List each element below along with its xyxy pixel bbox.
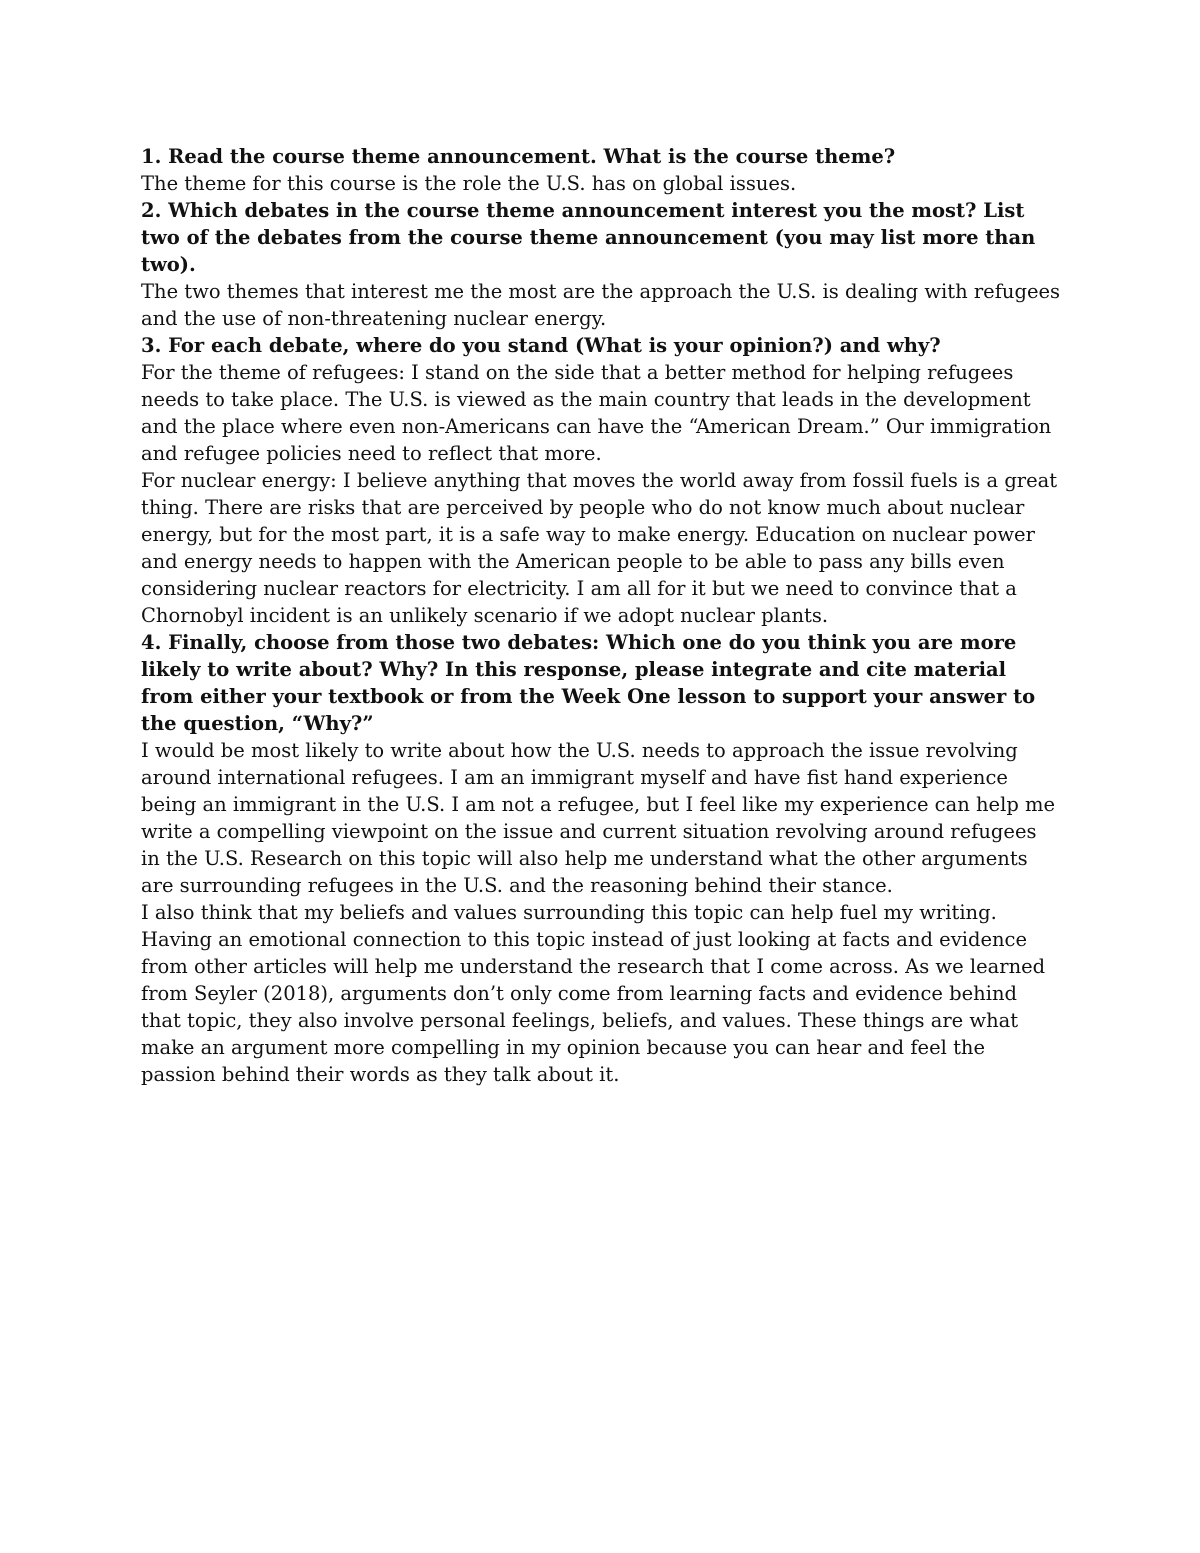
answer-4-paragraph-1: I would be most likely to write about how the U.S. needs to approach the issue revolving around international refugees. I am an immigrant myself and have fist hand experience being an immigrant in the U.S. I am not a refugee, but I feel like my experience can help me write a compelling viewpoint on the issue and current situation revolving around refugees in the U.S. Research on this topic will also help me understand what the other arguments are surrounding refugees in the U.S. and the reasoning behind their stance. (141, 739, 1056, 897)
question-4: 4. Finally, choose from those two debates: Which one do you think you are more likely to write about? Why? In this response, please integrate and cite material from either your textbook or from the Week One lesson to support your answer to the question, “Why?” (141, 631, 1036, 735)
answer-2: The two themes that interest me the most are the approach the U.S. is dealing with refugees and the use of non-threatening nuclear energy. (141, 280, 1061, 330)
answer-3-nuclear: For nuclear energy: I believe anything that moves the world away from fossil fuels is a great thing. There are risks that are perceived by people who do not know much about nuclear energy, but for the most part, it is a safe way to make energy. Education on nuclear power and energy needs to happen with the American people to be able to pass any bills even considering nuclear reactors for electricity. I am all for it but we need to convince that a Chornobyl incident is an unlikely scenario if we adopt nuclear plants. (141, 469, 1058, 627)
question-3: 3. For each debate, where do you stand (What is your opinion?) and why? (141, 334, 941, 357)
answer-3-refugees: For the theme of refugees: I stand on the side that a better method for helping refugees needs to take place. The U.S. is viewed as the main country that leads in the development and the place where even non-Americans can have the “American Dream.” Our immigration and refugee policies need to reflect that more. (141, 361, 1052, 465)
document-page (141, 143, 1061, 1088)
answer-1: The theme for this course is the role the U.S. has on global issues. (141, 172, 797, 195)
question-1: 1. Read the course theme announcement. What is the course theme? (141, 145, 896, 168)
answer-4-paragraph-2: I also think that my beliefs and values surrounding this topic can help fuel my writing. Having an emotional connection to this topic instead of just looking at facts and evidence from other articles will help me understand the research that I come across. As we learned from Seyler (2018), arguments don’t only come from learning facts and evidence behind that topic, they also involve personal feelings, beliefs, and values. These things are what make an argument more compelling in my opinion because you can hear and feel the passion behind their words as they talk about it. (141, 901, 1046, 1086)
question-2: 2. Which debates in the course theme announcement interest you the most? List two of the debates from the course theme announcement (you may list more than two). (141, 199, 1036, 276)
